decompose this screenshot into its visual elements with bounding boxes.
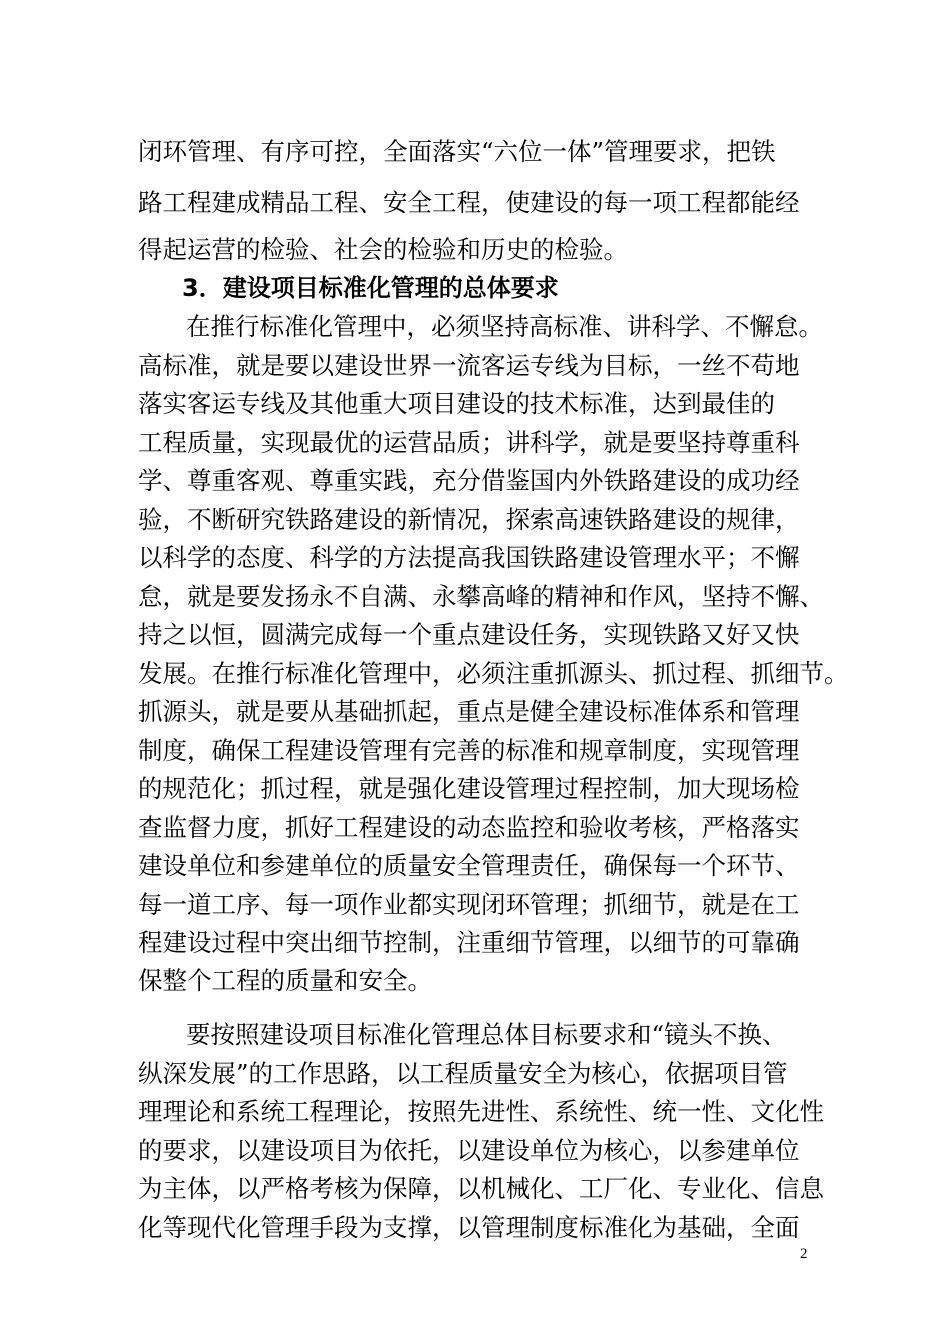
paragraph-line: 为主体，以严格考核为保障，以机械化、工厂化、专业化、信息: [138, 1174, 824, 1203]
paragraph-line: 化等现代化管理手段为支撑，以管理制度标准化为基础，全面: [138, 1213, 800, 1242]
paragraph-line: 程建设过程中突出细节控制，注重细节管理，以细节的可靠确: [138, 928, 800, 957]
paragraph-line: 的要求，以建设项目为依托，以建设单位为核心，以参建单位: [138, 1136, 800, 1165]
paragraph-line: 发展。在推行标准化管理中，必须注重抓源头、抓过程、抓细节。: [138, 659, 849, 688]
paragraph-line: 高标准，就是要以建设世界一流客运专线为目标，一丝不苟地: [138, 351, 800, 380]
paragraph-line: 的规范化；抓过程，就是强化建设管理过程控制，加大现场检: [138, 774, 800, 803]
paragraph-line: 纵深发展”的工作思路，以工程质量安全为核心，依据项目管: [138, 1059, 788, 1088]
paragraph-line: 持之以恒，圆满完成每一个重点建设任务，实现铁路又好又快: [138, 620, 800, 649]
paragraph-line: 理理论和系统工程理论，按照先进性、系统性、统一性、文化性: [138, 1097, 824, 1126]
paragraph-line: 怠，就是要发扬永不自满、永攀高峰的精神和作风，坚持不懈、: [138, 582, 824, 611]
paragraph-line: 闭环管理、有序可控，全面落实“六位一体”管理要求，把铁: [138, 137, 776, 166]
paragraph-line: 落实客运专线及其他重大项目建设的技术标准，达到最佳的: [138, 389, 775, 418]
page-number: 2: [800, 1246, 808, 1262]
paragraph-line: 得起运营的检验、社会的检验和历史的检验。: [138, 235, 628, 264]
paragraph-line: 抓源头，就是要从基础抓起，重点是健全建设标准体系和管理: [138, 697, 800, 726]
paragraph-line: 建设单位和参建单位的质量安全管理责任，确保每一个环节、: [138, 851, 800, 880]
paragraph-line: 路工程建成精品工程、安全工程，使建设的每一项工程都能经: [138, 188, 800, 217]
section-heading: 3．建设项目标准化管理的总体要求: [182, 274, 559, 302]
paragraph-line: 以科学的态度、科学的方法提高我国铁路建设管理水平；不懈: [138, 543, 800, 572]
paragraph-line: 保整个工程的质量和安全。: [138, 966, 432, 995]
paragraph-line: 每一道工序、每一项作业都实现闭环管理；抓细节，就是在工: [138, 890, 800, 919]
paragraph-line: 要按照建设项目标准化管理总体目标要求和“镜头不换、: [186, 1020, 787, 1049]
paragraph-line: 验，不断研究铁路建设的新情况，探索高速铁路建设的规律，: [138, 505, 800, 534]
paragraph-line: 制度，确保工程建设管理有完善的标准和规章制度，实现管理: [138, 736, 800, 765]
paragraph-line: 学、尊重客观、尊重实践，充分借鉴国内外铁路建设的成功经: [138, 466, 800, 495]
paragraph-line: 查监督力度，抓好工程建设的动态监控和验收考核，严格落实: [138, 813, 800, 842]
paragraph-line: 工程质量，实现最优的运营品质；讲科学，就是要坚持尊重科: [138, 428, 800, 457]
paragraph-line: 在推行标准化管理中，必须坚持高标准、讲科学、不懈怠。: [186, 312, 823, 341]
